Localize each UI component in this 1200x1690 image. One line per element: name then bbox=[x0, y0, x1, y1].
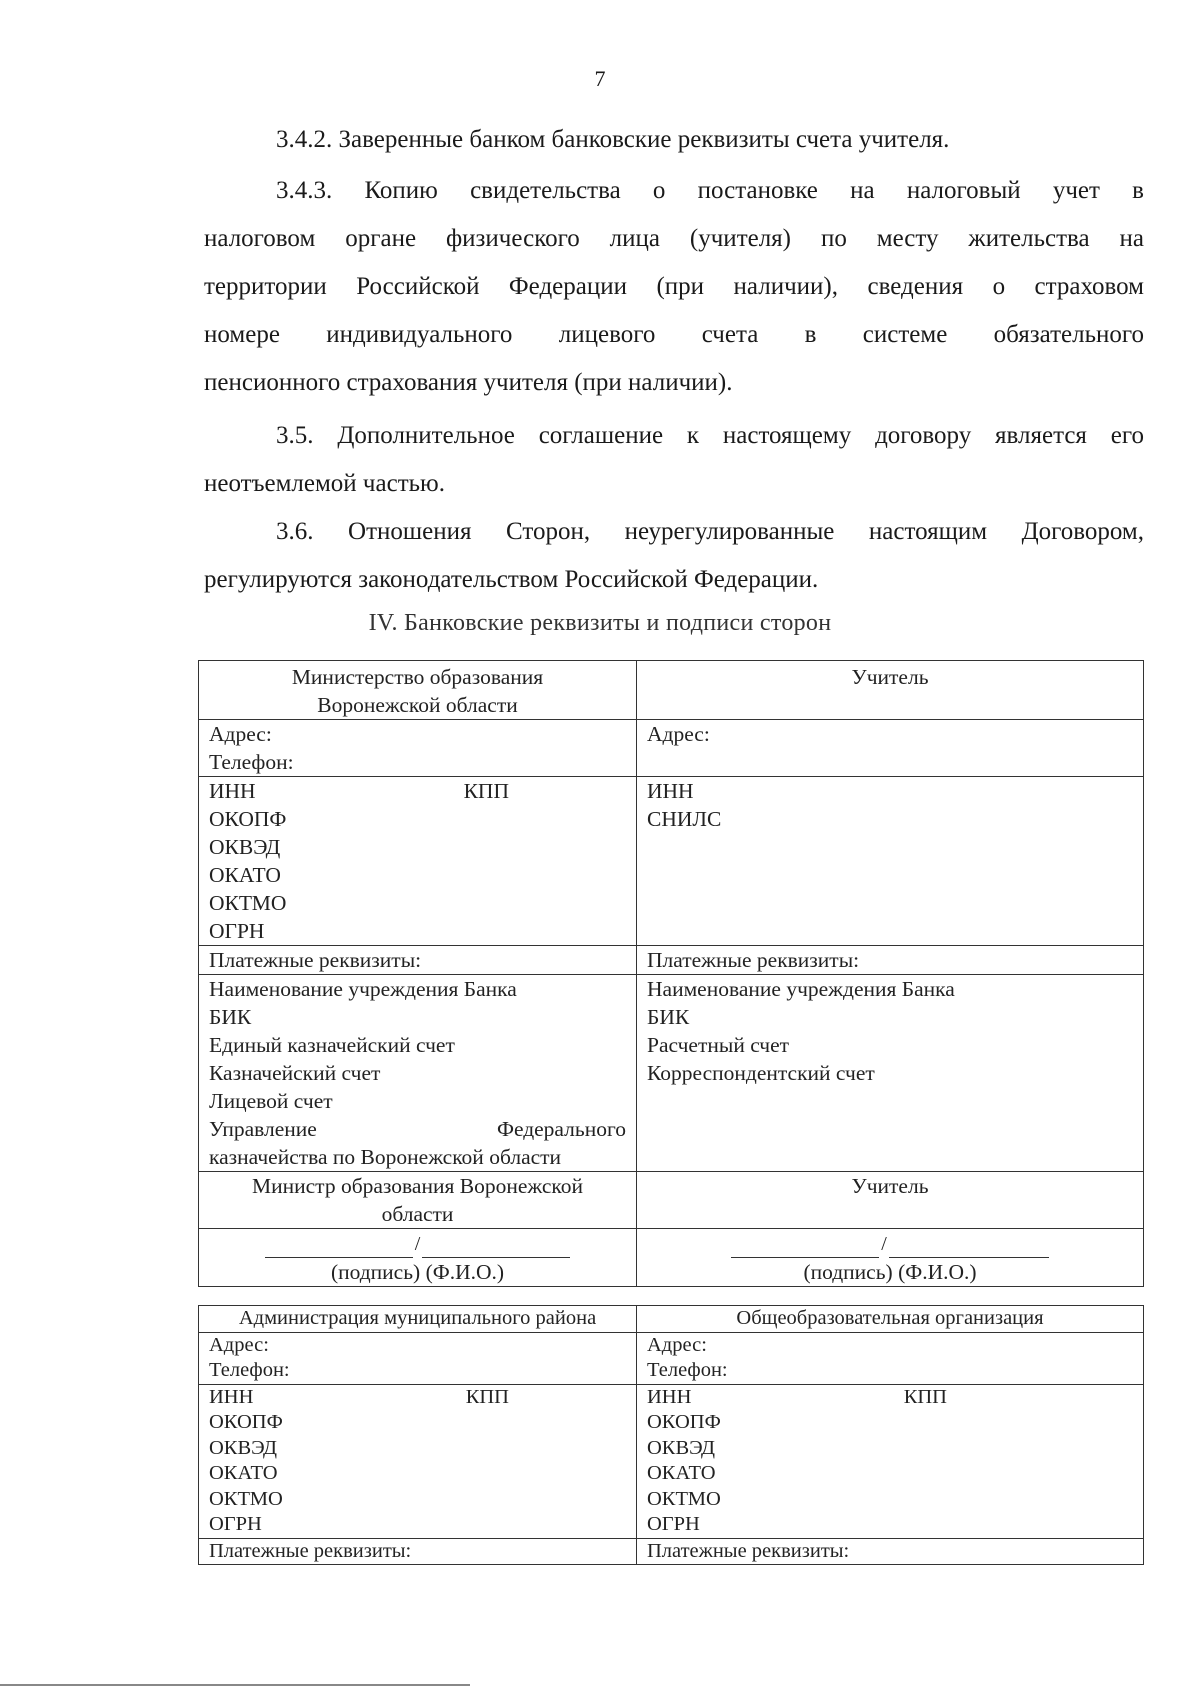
field-label: Адрес: bbox=[647, 1333, 707, 1356]
teacher-signature-cell bbox=[637, 1229, 1144, 1287]
field-label: Наименование учреждения Банка bbox=[209, 977, 517, 1001]
ministry-header-cell bbox=[199, 661, 637, 720]
paragraph-line: регулируются законодательством Российской Федерации. bbox=[204, 566, 819, 593]
field-label: Адрес: bbox=[647, 722, 710, 746]
field-label: ОКОПФ bbox=[209, 807, 287, 831]
field-label: ОКТМО bbox=[209, 891, 287, 915]
ministry-payment-header bbox=[199, 946, 637, 975]
table-row bbox=[199, 1384, 1144, 1538]
district-codes-cell bbox=[199, 1384, 637, 1538]
paragraph-3-4-3 bbox=[204, 167, 1144, 407]
field-label: ОКТМО bbox=[209, 1487, 283, 1510]
school-payment-header bbox=[637, 1538, 1144, 1565]
page-number: 7 bbox=[594, 66, 606, 91]
table-row bbox=[199, 661, 1144, 720]
party-name: Министерство образования bbox=[291, 665, 544, 689]
field-label: Телефон: bbox=[209, 1359, 290, 1381]
field-label: ОКТМО bbox=[647, 1487, 721, 1510]
teacher-payment-header bbox=[637, 946, 1144, 975]
table-row bbox=[199, 946, 1144, 975]
signer-title: области bbox=[381, 1202, 454, 1226]
table-row bbox=[199, 1538, 1144, 1565]
table-row bbox=[199, 1306, 1144, 1333]
ministry-signature-cell bbox=[199, 1229, 637, 1287]
table-row bbox=[199, 720, 1144, 777]
paragraph-line: 3.6. Отношения Сторон, неурегулированные настоящим Договором, bbox=[276, 518, 1144, 545]
field-label: ИНН bbox=[209, 779, 256, 803]
paragraph-line: 3.4.3. Копию свидетельства о постановке на налоговый учет в bbox=[276, 177, 1144, 204]
signature-slash: / bbox=[414, 1233, 421, 1255]
paragraph-line: неотъемлемой частью. bbox=[204, 470, 445, 497]
field-label: ОКВЭД bbox=[647, 1436, 715, 1459]
school-address-cell bbox=[637, 1332, 1144, 1384]
ministry-address-cell bbox=[199, 720, 637, 777]
treasury-line bbox=[209, 1115, 626, 1143]
paragraph-line: номере индивидуального лицевого счета в системе обязательного bbox=[204, 321, 1144, 348]
field-label: Лицевой счет bbox=[209, 1089, 333, 1113]
party-name: Учитель bbox=[851, 665, 929, 689]
ministry-payment-cell bbox=[199, 975, 637, 1172]
field-label: БИК bbox=[647, 1005, 690, 1029]
district-header-cell bbox=[199, 1306, 637, 1333]
signature-slash: / bbox=[881, 1233, 887, 1255]
field-label: ОКАТО bbox=[209, 863, 281, 887]
field-label: КПП bbox=[903, 1385, 947, 1408]
field-label: ОКАТО bbox=[209, 1462, 278, 1484]
teacher-header-cell bbox=[637, 661, 1144, 720]
field-label: Единый казначейский счет bbox=[209, 1033, 455, 1057]
requisites-table-ministry-teacher bbox=[198, 660, 1144, 1287]
ministry-codes-cell bbox=[199, 777, 637, 946]
field-label: КПП bbox=[463, 779, 509, 803]
field-label: казначейства по Воронежской области bbox=[209, 1145, 562, 1169]
field-label: Казначейский счет bbox=[209, 1061, 381, 1085]
paragraph-line: пенсионного страхования учителя (при наличии). bbox=[204, 369, 733, 396]
field-label: Адрес: bbox=[209, 1333, 269, 1356]
field-label: ОКОПФ bbox=[647, 1411, 721, 1433]
paragraph-line: налоговом органе физического лица (учителя) по месту жительства на bbox=[204, 225, 1144, 252]
field-label: Корреспондентский счет bbox=[647, 1061, 875, 1085]
field-label: Телефон: bbox=[647, 1359, 728, 1381]
paragraph-3-6 bbox=[204, 508, 1144, 604]
table-row bbox=[199, 1229, 1144, 1287]
table-row bbox=[199, 777, 1144, 946]
field-label: Платежные реквизиты: bbox=[209, 948, 422, 972]
table-row bbox=[199, 1332, 1144, 1384]
field-label: ИНН bbox=[209, 1385, 254, 1408]
table-row bbox=[199, 1172, 1144, 1229]
inn-kpp-line bbox=[209, 1385, 509, 1411]
teacher-payment-cell bbox=[637, 975, 1144, 1172]
field-label: ОГРН bbox=[209, 1513, 262, 1535]
name-blank bbox=[422, 1235, 570, 1258]
paragraph-line: 3.4.2. Заверенные банком банковские реквизиты счета учителя. bbox=[276, 126, 950, 153]
section-title: IV. Банковские реквизиты и подписи сторон bbox=[368, 610, 832, 636]
field-label: СНИЛС bbox=[647, 807, 722, 831]
paragraph-3-4-2 bbox=[204, 116, 1144, 164]
field-label: ОКОПФ bbox=[209, 1411, 283, 1433]
party-name: Администрация муниципального района bbox=[238, 1307, 597, 1329]
ministry-signer-cell bbox=[199, 1172, 637, 1229]
teacher-signer-cell bbox=[637, 1172, 1144, 1229]
signature-line bbox=[209, 1229, 626, 1258]
paragraph-line: 3.5. Дополнительное соглашение к настоящему договору является его bbox=[276, 422, 1144, 449]
field-label: Управление bbox=[209, 1117, 317, 1141]
signature-line bbox=[647, 1229, 1133, 1258]
teacher-address-cell bbox=[637, 720, 1144, 777]
field-label: ИНН bbox=[647, 779, 694, 803]
field-label: КПП bbox=[465, 1385, 509, 1408]
field-label: Платежные реквизиты: bbox=[647, 1539, 850, 1562]
inn-kpp-line bbox=[209, 777, 509, 805]
field-label: Наименование учреждения Банка bbox=[647, 977, 955, 1001]
party-name: Общеобразовательная организация bbox=[736, 1307, 1044, 1329]
signature-blank bbox=[731, 1235, 879, 1258]
signer-title: Министр образования Воронежской bbox=[251, 1174, 583, 1198]
name-blank bbox=[889, 1235, 1049, 1258]
field-label: ОКАТО bbox=[647, 1462, 716, 1484]
field-label: Адрес: bbox=[209, 722, 272, 746]
field-label: БИК bbox=[209, 1005, 252, 1029]
signature-caption: (подпись) (Ф.И.О.) bbox=[330, 1260, 505, 1284]
field-label: Расчетный счет bbox=[647, 1033, 790, 1057]
field-label: Платежные реквизиты: bbox=[647, 948, 860, 972]
teacher-codes-cell bbox=[637, 777, 1144, 946]
field-label: ОГРН bbox=[209, 919, 265, 943]
field-label: ОГРН bbox=[647, 1513, 700, 1535]
field-label: Телефон: bbox=[209, 750, 294, 774]
paragraph-3-5 bbox=[204, 412, 1144, 508]
school-header-cell bbox=[637, 1306, 1144, 1333]
field-label: ОКВЭД bbox=[209, 1436, 277, 1459]
signature-caption: (подпись) (Ф.И.О.) bbox=[803, 1260, 977, 1284]
scan-edge-line bbox=[0, 1684, 470, 1686]
field-label: ОКВЭД bbox=[209, 835, 281, 859]
inn-kpp-line bbox=[647, 1385, 947, 1411]
party-name: Воронежской области bbox=[317, 693, 518, 717]
district-address-cell bbox=[199, 1332, 637, 1384]
school-codes-cell bbox=[637, 1384, 1144, 1538]
signer-title: Учитель bbox=[851, 1174, 929, 1198]
paragraph-line: территории Российской Федерации (при наличии), сведения о страховом bbox=[204, 273, 1144, 300]
field-label: ИНН bbox=[647, 1385, 692, 1408]
field-label: Платежные реквизиты: bbox=[209, 1539, 412, 1562]
district-payment-header bbox=[199, 1538, 637, 1565]
field-label: Федерального bbox=[496, 1117, 626, 1141]
signature-blank bbox=[265, 1235, 413, 1258]
requisites-table-district-school bbox=[198, 1305, 1144, 1565]
table-row bbox=[199, 975, 1144, 1172]
